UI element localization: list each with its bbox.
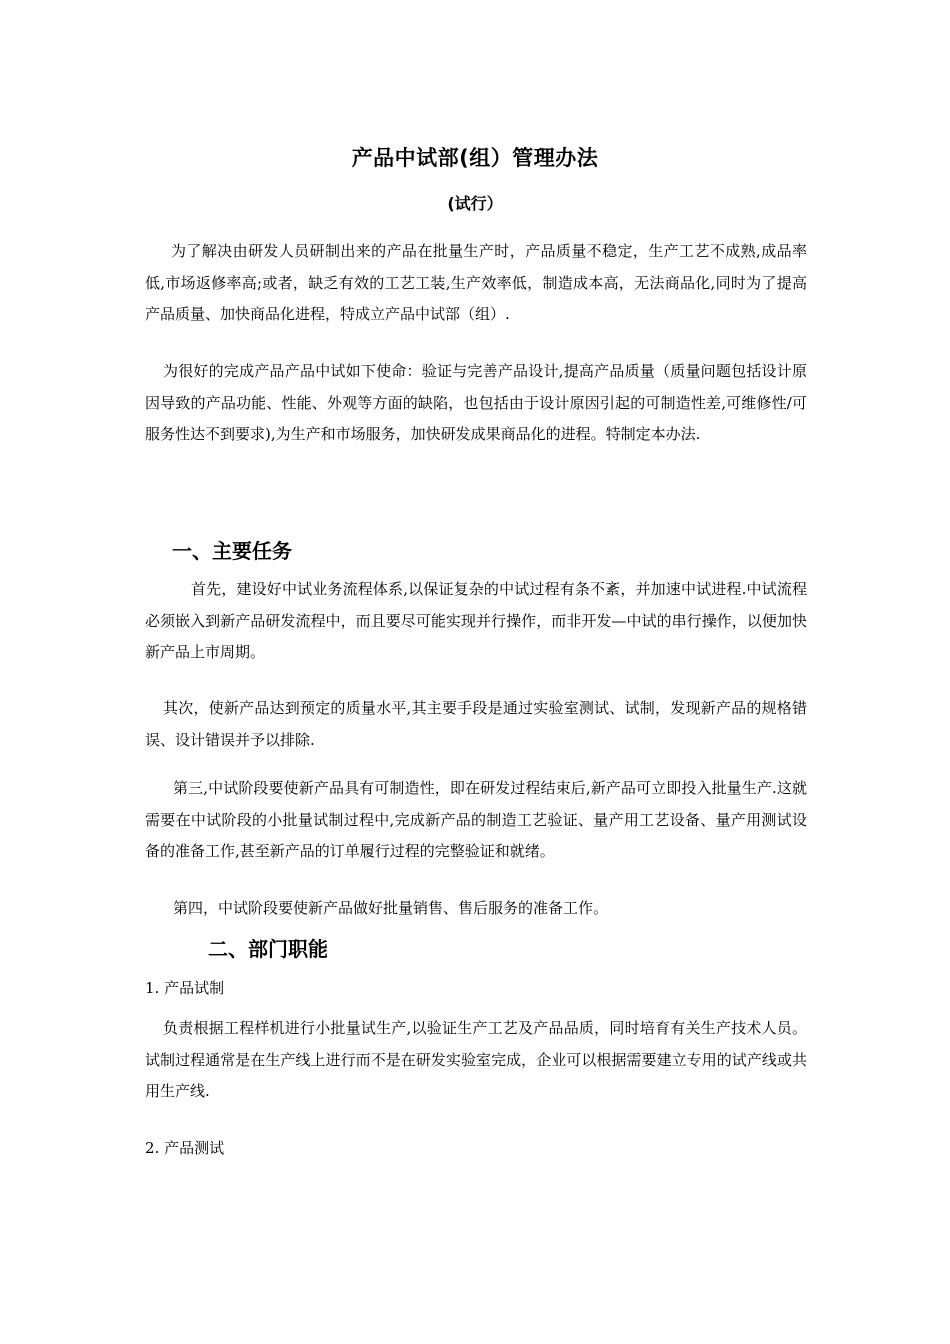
tasks-paragraph-2: 其次，使新产品达到预定的质量水平,其主要手段是通过实验室测试、试制，发现新产品的规格错误、设计错误并予以排除. xyxy=(145,699,807,749)
section-heading-main-tasks: 一、主要任务 xyxy=(172,539,292,563)
function-item-text-1: 负责根据工程样机进行小批量试生产,以验证生产工艺及产品品质，同时培育有关生产技术人员。试制过程通常是在生产线上进行而不是在研发实验室完成，企业可以根据需要建立专用的试产线或共用生产线. xyxy=(145,1019,807,1100)
section-heading-department-functions: 二、部门职能 xyxy=(208,937,328,961)
function-item-title-1: 1. 产品试制 xyxy=(145,979,225,997)
intro-paragraph-1: 为了解决由研发人员研制出来的产品在批量生产时，产品质量不稳定，生产工艺不成熟,成品率低,市场返修率高;或者，缺乏有效的工艺工装,生产效率低，制造成本高，无法商品化,同时为了提高产品质量、加快商品化进程，特成立产品中试部（组）. xyxy=(145,242,807,323)
intro-paragraph-2: 为很好的完成产品产品中试如下使命：验证与完善产品设计,提高产品质量（质量问题包括设计原因导致的产品功能、性能、外观等方面的缺陷，也包括由于设计原因引起的可制造性差,可维修性/可服务性达不到要求),为生产和市场服务，加快研发成果商品化的进程。特制定本办法. xyxy=(145,362,807,443)
tasks-paragraph-4: 第四，中试阶段要使新产品做好批量销售、售后服务的准备工作。 xyxy=(173,899,609,917)
tasks-paragraph-3: 第三,中试阶段要使新产品具有可制造性，即在研发过程结束后,新产品可立即投入批量生产.这就需要在中试阶段的小批量试制过程中,完成新产品的制造工艺验证、量产用工艺设备、量产用测试设备的准备工作,甚至新产品的订单履行过程的完整验证和就绪。 xyxy=(145,779,807,860)
function-item-title-2: 2. 产品测试 xyxy=(145,1139,225,1157)
document-subtitle: (试行） xyxy=(447,194,503,213)
tasks-paragraph-1: 首先，建设好中试业务流程体系,以保证复杂的中试过程有条不紊，并加速中试进程.中试流程必须嵌入到新产品研发流程中，而且要尽可能实现并行操作，而非开发—中试的串行操作，以便加快新产品上市周期。 xyxy=(145,580,807,661)
document-title: 产品中试部(组）管理办法 xyxy=(351,146,599,170)
